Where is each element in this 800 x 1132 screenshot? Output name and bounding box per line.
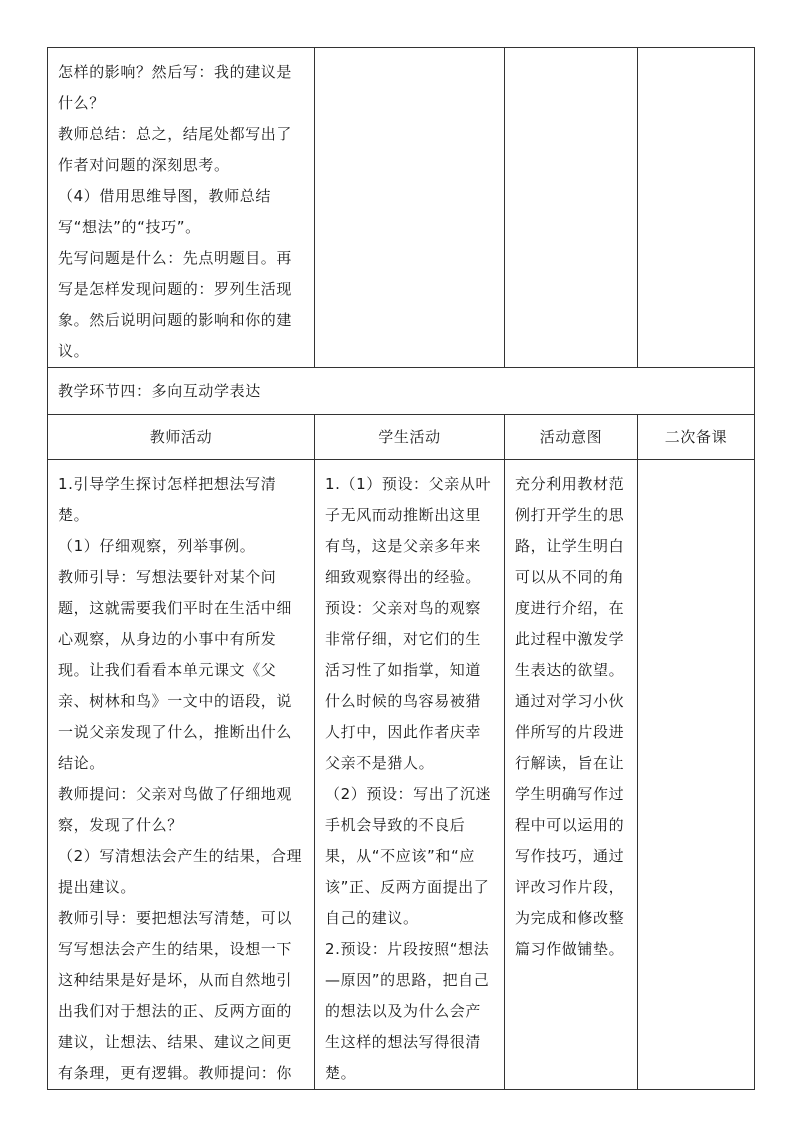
activity-intent-cell [505,460,638,1090]
header-activity-intent: 活动意图 [505,415,638,460]
continued-student-cell [315,48,505,368]
teacher-paragraph: 教师引导：要把想法写清楚，可以写写想法会产生的结果，设想一下这种结果是好是坏，从而自然地引出我们对于想法的正、反两方面的建议，让想法、结果、建议之间更有条理，更有逻辑。教师提问：你 [58,909,293,1082]
second-prep-cell [638,460,755,1090]
teacher-paragraph: （2）写清想法会产生的结果，合理提出建议。 [58,847,303,896]
teacher-activity-cell [48,460,315,1090]
lesson-plan-table [47,47,755,1090]
section-cell [48,368,755,415]
intent-paragraph: 充分利用教材范例打开学生的思路，让学生明白可以从不同的角度进行介绍，在此过程中激发学生表达的欲望。 [515,475,625,679]
continued-paragraph: 怎样的影响？然后写：我的建议是什么？ [58,63,293,112]
intent-paragraph: 通过对学习小伙伴所写的片段进行解读，旨在让学生明确写作过程中可以运用的写作技巧，通过评改习作片段，为完成和修改整篇习作做铺垫。 [515,692,625,958]
continued-row [48,48,755,368]
body-row [48,460,755,1090]
teacher-paragraph: 教师提问：父亲对鸟做了仔细地观察，发现了什么？ [58,785,293,834]
header-teacher-activity: 教师活动 [48,415,315,460]
student-paragraph: （2）预设：写出了沉迷手机会导致的不良后果，从“不应该”和“应该”正、反两方面提出了自己的建议。 [325,785,492,927]
student-paragraph: 1.（1）预设：父亲从叶子无风而动推断出这里有鸟，这是父亲多年来细致观察得出的经验。 [325,475,492,586]
continued-intent-cell [505,48,638,368]
continued-paragraph: 先写问题是什么：先点明题目。再写是怎样发现问题的：罗列生活现象。然后说明问题的影响和你的建议。 [58,249,293,360]
teacher-paragraph: （1）仔细观察，列举事例。 [58,537,256,555]
continued-paragraph: 教师总结：总之，结尾处都写出了作者对问题的深刻思考。 [58,125,293,174]
section-row [48,368,755,415]
section-title: 教学环节四：多向互动学表达 [58,381,261,400]
header-second-prep: 二次备课 [638,415,755,460]
teacher-paragraph: 1.引导学生探讨怎样把想法写清楚。 [58,475,277,524]
continued-second-cell [638,48,755,368]
student-paragraph: 预设：父亲对鸟的观察非常仔细，对它们的生活习性了如指掌，知道什么时候的鸟容易被猎人打中，因此作者庆幸父亲不是猎人。 [325,599,482,772]
student-paragraph: 2.预设：片段按照“想法—原因”的思路，把自己的想法以及为什么会产生这样的想法写得很清楚。 [325,940,490,1082]
teacher-paragraph: 教师引导：写想法要针对某个问题，这就需要我们平时在生活中细心观察，从身边的小事中有所发现。让我们看看本单元课文《父亲、树林和鸟》一文中的语段，说一说父亲发现了什么，推断出什么结论。 [58,568,293,772]
continued-paragraph: （4）借用思维导图，教师总结写“想法”的“技巧”。 [58,187,271,236]
continued-teacher-cell [48,48,315,368]
header-row [48,415,755,460]
student-activity-cell [315,460,505,1090]
header-student-activity: 学生活动 [315,415,505,460]
